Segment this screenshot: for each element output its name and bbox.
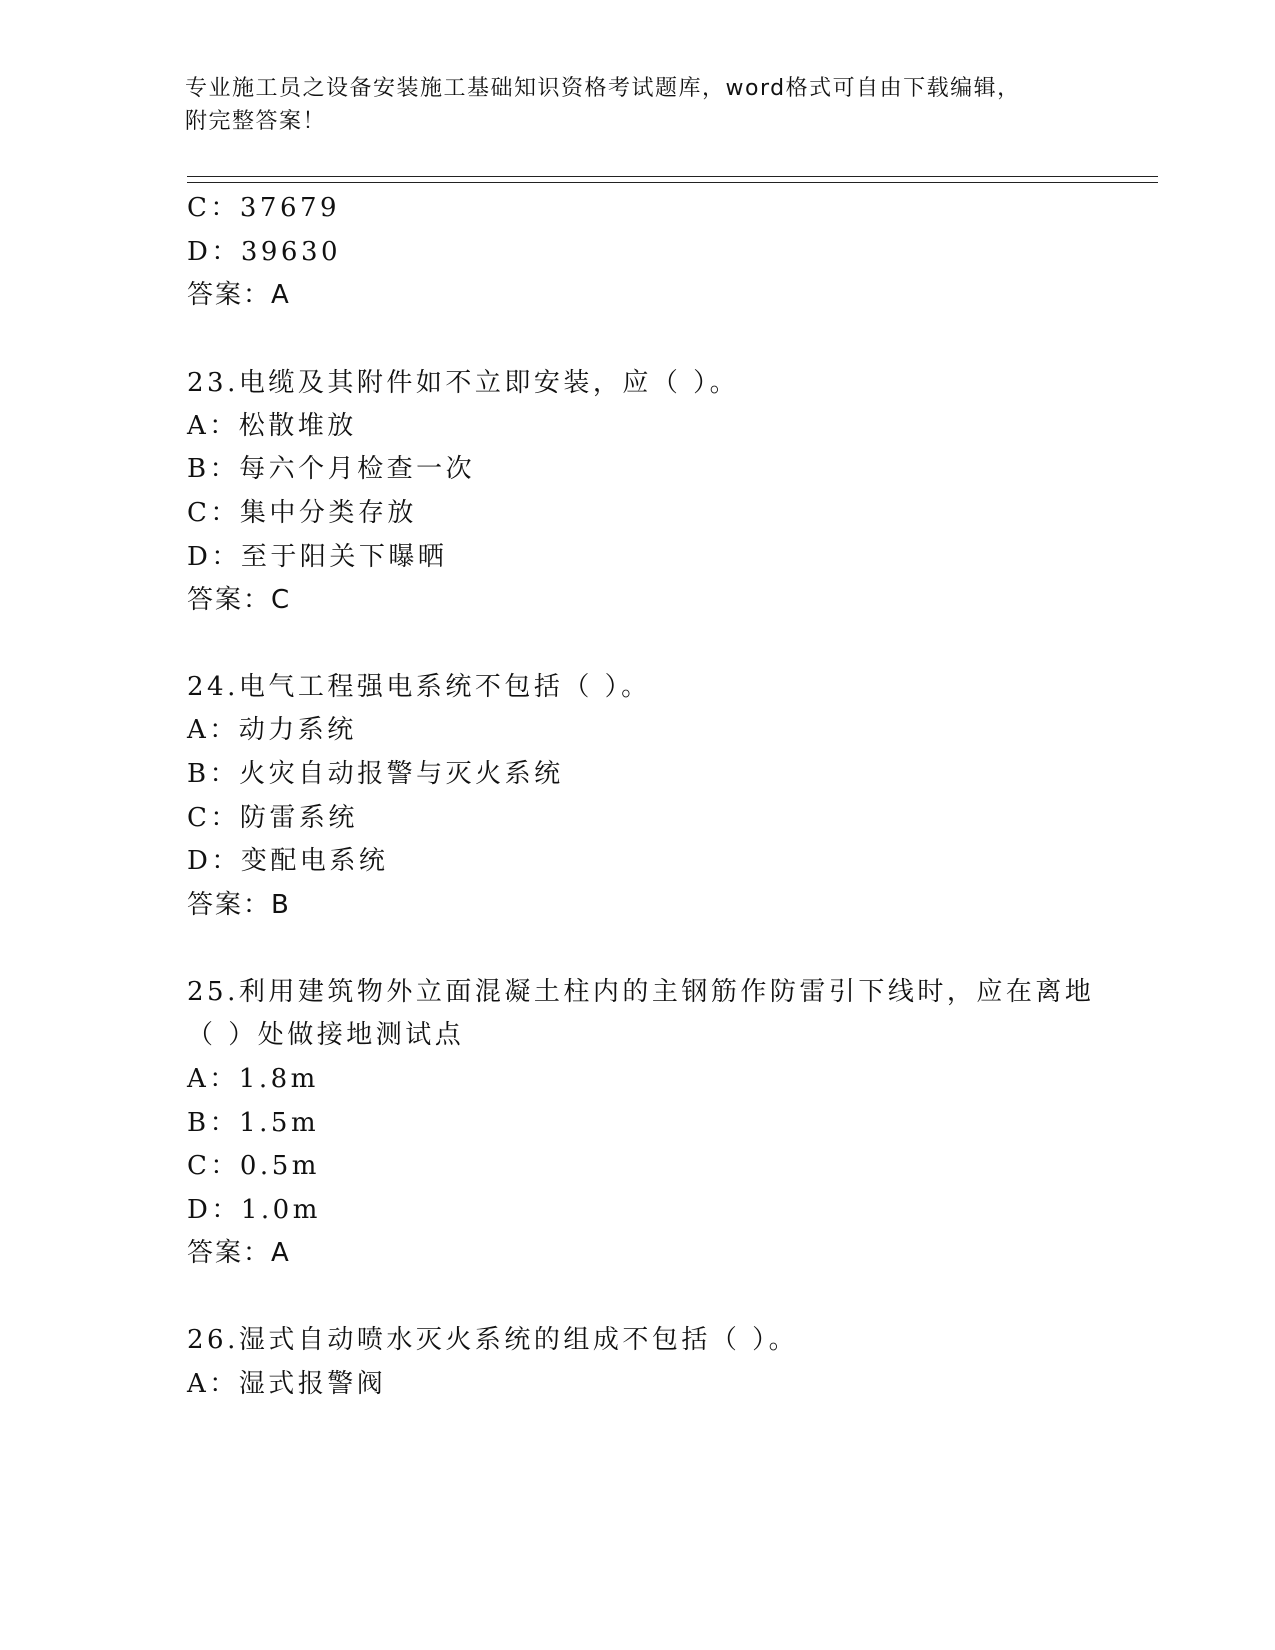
q25-option-d: D：1.0m [187, 1195, 321, 1225]
q24-option-a: A：动力系统 [187, 715, 357, 745]
q25-option-a: A：1.8m [187, 1064, 319, 1094]
q23-question: 23.电缆及其附件如不立即安装，应（ ）。 [187, 368, 740, 398]
q23-option-a: A：松散堆放 [187, 411, 357, 441]
q24-option-b: B：火灾自动报警与灭火系统 [187, 759, 564, 789]
q23-option-d: D：至于阳关下曝晒 [187, 542, 448, 572]
q25-option-c: C：0.5m [187, 1151, 320, 1181]
q24-option-c: C：防雷系统 [187, 803, 358, 833]
q24-question: 24.电气工程强电系统不包括（ ）。 [187, 672, 651, 702]
q24-option-d: D：变配电系统 [187, 846, 389, 876]
q22-option-d: D：39630 [187, 237, 342, 267]
q23-answer: 答案：C [187, 585, 292, 615]
q23-option-b: B：每六个月检查一次 [187, 454, 476, 484]
header-divider-bottom [187, 182, 1158, 183]
q23-option-c: C：集中分类存放 [187, 498, 417, 528]
header-divider-top [187, 176, 1158, 177]
q25-question-line-1: 25.利用建筑物外立面混凝土柱内的主钢筋作防雷引下线时，应在离地 [187, 977, 1095, 1007]
q26-option-a: A：湿式报警阀 [187, 1369, 387, 1399]
q22-option-c: C：37679 [187, 193, 341, 223]
header-title-line-1: 专业施工员之设备安装施工基础知识资格考试题库，word格式可自由下载编辑， [185, 76, 1021, 101]
header-title-line-2: 附完整答案！ [185, 109, 327, 134]
q25-answer: 答案：A [187, 1238, 291, 1268]
q22-answer: 答案：A [187, 280, 291, 310]
q24-answer: 答案：B [187, 890, 291, 920]
q25-option-b: B：1.5m [187, 1108, 320, 1138]
q25-question-line-2: （ ）处做接地测试点 [187, 1020, 465, 1050]
document-header [185, 72, 1085, 138]
q26-question: 26.湿式自动喷水灭火系统的组成不包括（ ）。 [187, 1325, 799, 1355]
